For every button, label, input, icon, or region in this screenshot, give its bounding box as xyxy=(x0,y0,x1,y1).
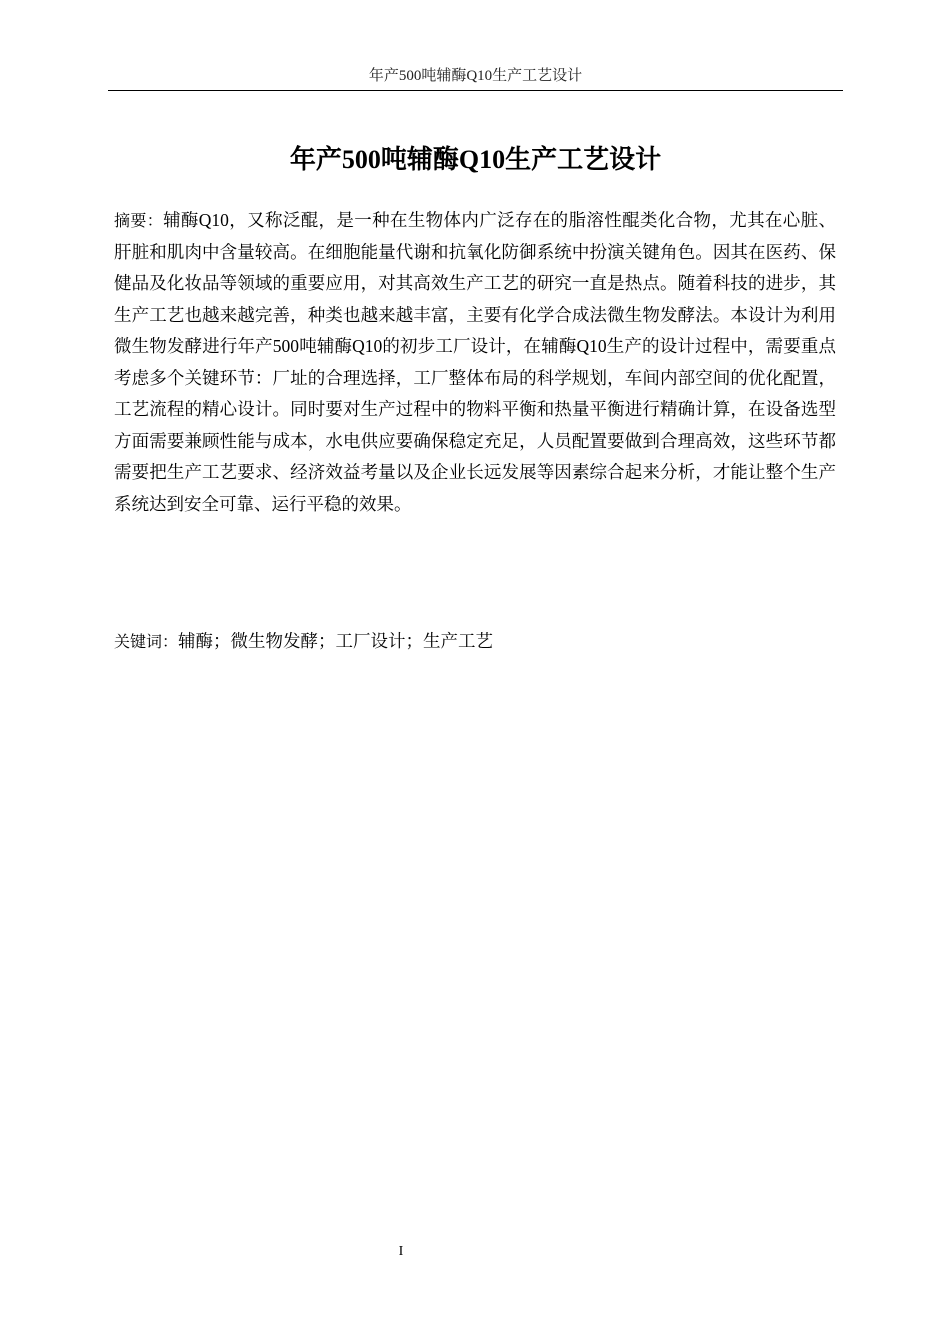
keywords-label: 关键词： xyxy=(114,632,179,651)
running-header: 年产500吨辅酶Q10生产工艺设计 xyxy=(368,68,583,84)
document-title: 年产500吨辅酶Q10生产工艺设计 xyxy=(289,145,662,174)
abstract-paragraph xyxy=(114,205,836,520)
page-number: I xyxy=(398,1244,404,1259)
keywords-text: 辅酶；微生物发酵；工厂设计；生产工艺 xyxy=(178,631,494,651)
keywords-paragraph xyxy=(114,626,836,658)
abstract-label: 摘要： xyxy=(114,211,164,230)
header-rule xyxy=(108,90,843,91)
abstract-text: 辅酶Q10，又称泛醌，是一种在生物体内广泛存在的脂溶性醌类化合物，尤其在心脏、肝脏和肌肉中含量较高。在细胞能量代谢和抗氧化防御系统中扮演关键角色。因其在医药、保健品及化妆品等领域的重要应用，对其高效生产工艺的研究一直是热点。随着科技的进步，其生产工艺也越来越完善，种类也越来越丰富，主要有化学合成法微生物发酵法。本设计为利用微生物发酵进行年产500吨辅酶Q10的初步工厂设计，在辅酶Q10生产的设计过程中，需要重点考虑多个关键环节：厂址的合理选择，工厂整体布局的科学规划，车间内部空间的优化配置，工艺流程的精心设计。同时要对生产过程中的物料平衡和热量平衡进行精确计算，在设备选型方面需要兼顾性能与成本，水电供应要确保稳定充足，人员配置要做到合理高效，这些环节都需要把生产工艺要求、经济效益考量以及企业长远发展等因素综合起来分析，才能让整个生产系统达到安全可靠、运行平稳的效果。 xyxy=(114,210,836,514)
